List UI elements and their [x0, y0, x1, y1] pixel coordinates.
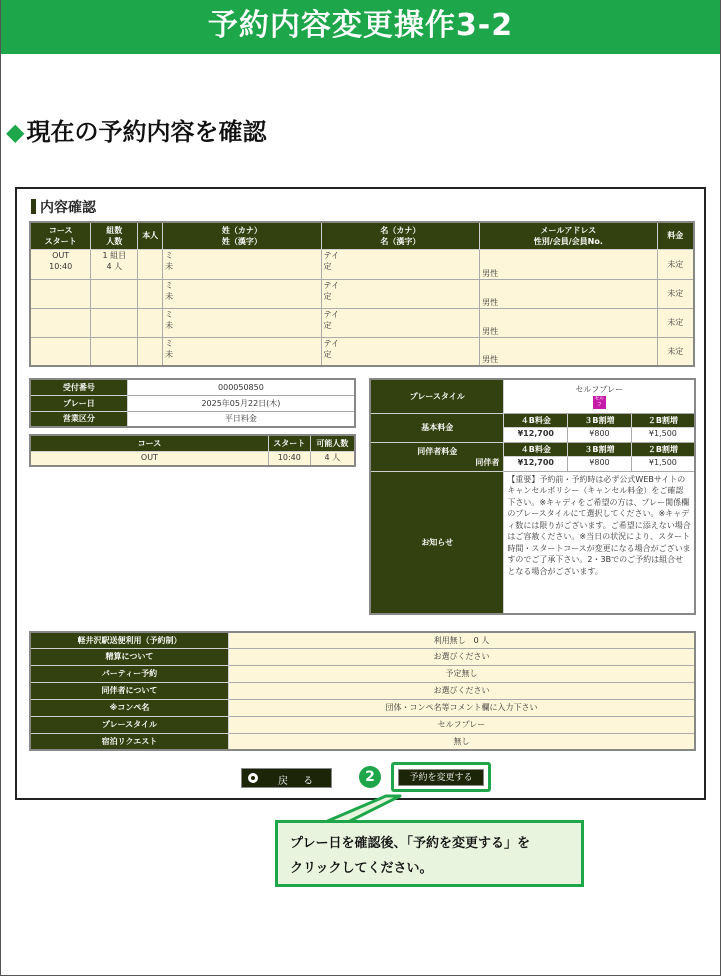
play-style-value — [504, 379, 695, 413]
table-row — [30, 379, 355, 395]
companion-fee-label: 同伴者料金 同伴者 — [370, 442, 504, 471]
col-fee: 料金 — [657, 222, 694, 249]
banner-title: 予約内容変更操作3-2 — [1, 0, 720, 54]
col-groups: 組数 人数 — [91, 222, 138, 249]
option-value: お選びください — [228, 648, 695, 665]
players-table — [29, 221, 695, 367]
course-start-cell — [30, 279, 91, 308]
self-cell — [138, 249, 163, 279]
course-header-row — [30, 435, 355, 451]
table-row — [30, 249, 694, 279]
reservation-panel — [15, 187, 706, 800]
gender-cell: 男性 — [480, 249, 657, 279]
panel-heading — [31, 197, 96, 217]
play-style-row — [370, 379, 695, 413]
course-table — [29, 434, 356, 467]
fee-cell: 未定 — [657, 249, 694, 279]
group-cell — [91, 308, 138, 337]
col-3b: ３B割増 — [568, 413, 632, 427]
last-name-cell: ミ 未 — [163, 279, 321, 308]
callout-line-1: プレー日を確認後、「予約を変更する」を — [290, 836, 530, 851]
companion-fee-head-row — [370, 442, 695, 456]
info-label: 受付番号 — [30, 379, 127, 395]
table-row — [30, 716, 695, 733]
first-name-cell: テイ 定 — [321, 337, 479, 366]
self-play-icon: セルフ — [594, 395, 605, 408]
course-cell: OUT — [30, 451, 268, 466]
basic-fee-head-row — [370, 413, 695, 427]
col-course-start: コース スタート — [30, 222, 91, 249]
fee-cell: 未定 — [657, 279, 694, 308]
callout-line-2: クリックしてください。 — [290, 861, 433, 876]
self-cell — [138, 337, 163, 366]
col-capacity: 可能人数 — [310, 435, 355, 451]
fee-cell: 未定 — [657, 337, 694, 366]
change-reservation-button[interactable]: 予約を変更する — [398, 769, 484, 786]
info-value: 2025年05月22日(木) — [127, 395, 355, 411]
gender-cell: 男性 — [480, 308, 657, 337]
col-self: 本人 — [138, 222, 163, 249]
table-row — [30, 395, 355, 411]
col-2b: ２B割増 — [631, 413, 695, 427]
table-row — [30, 648, 695, 665]
option-label: 精算について — [30, 648, 228, 665]
instruction-callout — [275, 820, 584, 887]
option-label: プレースタイル — [30, 716, 228, 733]
options-table — [29, 631, 696, 751]
back-button[interactable] — [241, 768, 332, 788]
col-4b: ４B料金 — [504, 413, 568, 427]
gender-cell: 男性 — [480, 337, 657, 366]
fee-cell: 未定 — [657, 308, 694, 337]
panel-heading-text: 内容確認 — [40, 200, 96, 216]
option-value: お選びください — [228, 682, 695, 699]
option-label: 同伴者について — [30, 682, 228, 699]
self-cell — [138, 279, 163, 308]
table-row — [30, 733, 695, 750]
heading-bar-icon — [31, 199, 36, 214]
basic-3b-fee: ¥800 — [568, 427, 632, 442]
table-row — [30, 337, 694, 366]
basic-fee-label: 基本料金 — [370, 413, 504, 442]
table-row — [30, 308, 694, 337]
section-title-text: 現在の予約内容を確認 — [26, 118, 267, 146]
course-start-cell: OUT 10:40 — [30, 249, 91, 279]
gender-cell: 男性 — [480, 279, 657, 308]
play-style-label: プレースタイル — [370, 379, 504, 413]
col-course: コース — [30, 435, 268, 451]
companion-2b-fee: ¥1,500 — [631, 456, 695, 471]
table-row — [30, 699, 695, 716]
option-value: 予定無し — [228, 665, 695, 682]
companion-3b-fee: ¥800 — [568, 456, 632, 471]
diamond-icon: ◆ — [6, 118, 25, 146]
step-number-badge: 2 — [359, 766, 381, 788]
table-row — [30, 411, 355, 427]
course-start-cell — [30, 308, 91, 337]
first-name-cell: テイ 定 — [321, 279, 479, 308]
col-first-name: 名（カナ） 名（漢字） — [321, 222, 479, 249]
table-row — [30, 632, 695, 648]
self-cell — [138, 308, 163, 337]
notice-label: お知らせ — [370, 471, 504, 614]
basic-2b-fee: ¥1,500 — [631, 427, 695, 442]
back-arrow-icon — [248, 773, 258, 783]
table-row — [30, 665, 695, 682]
option-value: セルフプレー — [228, 716, 695, 733]
start-cell: 10:40 — [268, 451, 310, 466]
table-row — [30, 451, 355, 466]
col-start: スタート — [268, 435, 310, 451]
table-row — [30, 682, 695, 699]
capacity-cell: 4 人 — [310, 451, 355, 466]
col-2b: ２B割増 — [631, 442, 695, 456]
section-title — [6, 112, 266, 147]
last-name-cell: ミ 未 — [163, 337, 321, 366]
option-value: 無し — [228, 733, 695, 750]
fee-table — [369, 378, 696, 615]
play-style-text: セルフプレー — [575, 384, 624, 394]
col-3b: ３B割増 — [568, 442, 632, 456]
group-cell: 1 組目 4 人 — [91, 249, 138, 279]
info-label: 営業区分 — [30, 411, 127, 427]
option-value: 団体・コンペ名等コメント欄に入力下さい — [228, 699, 695, 716]
change-button-highlight — [391, 762, 491, 792]
companion-4b-fee: ¥12,700 — [504, 456, 568, 471]
option-label: 宿泊リクエスト — [30, 733, 228, 750]
basic-4b-fee: ¥12,700 — [504, 427, 568, 442]
col-email: メールアドレス 性別/会員/会員No. — [480, 222, 657, 249]
first-name-cell: テイ 定 — [321, 249, 479, 279]
col-last-name: 姓（カナ） 姓（漢字） — [163, 222, 321, 249]
notice-text: 【重要】予約前・予約時は必ず公式WEBサイトのキャンセルポリシー（キャンセル料金）をご確認下さい。※キャディをご希望の方は、プレー関係欄のプレースタイルにて選択してください。※キャディ数には限りがございます。ご希望に添えない場合はご容赦ください。※当日の状況により、スタート時間・スタートコースが変更になる場合がございますのでご了承下さい。2・3Bでのご予約は組合せとなる場合がございます。 — [504, 471, 695, 614]
info-value: 000050850 — [127, 379, 355, 395]
last-name-cell: ミ 未 — [163, 249, 321, 279]
back-button-label: 戻 る — [278, 776, 320, 787]
first-name-cell: テイ 定 — [321, 308, 479, 337]
option-label: ※コンペ名 — [30, 699, 228, 716]
players-header-row — [30, 222, 694, 249]
info-table — [29, 378, 356, 428]
col-4b: ４B料金 — [504, 442, 568, 456]
option-label: パーティー予約 — [30, 665, 228, 682]
course-start-cell — [30, 337, 91, 366]
info-label: プレー日 — [30, 395, 127, 411]
option-label: 軽井沢駅送便利用（予約制） — [30, 632, 228, 648]
info-value: 平日料金 — [127, 411, 355, 427]
table-row — [30, 279, 694, 308]
group-cell — [91, 337, 138, 366]
option-value: 利用無し 0 人 — [228, 632, 695, 648]
group-cell — [91, 279, 138, 308]
notice-row — [370, 471, 695, 614]
last-name-cell: ミ 未 — [163, 308, 321, 337]
